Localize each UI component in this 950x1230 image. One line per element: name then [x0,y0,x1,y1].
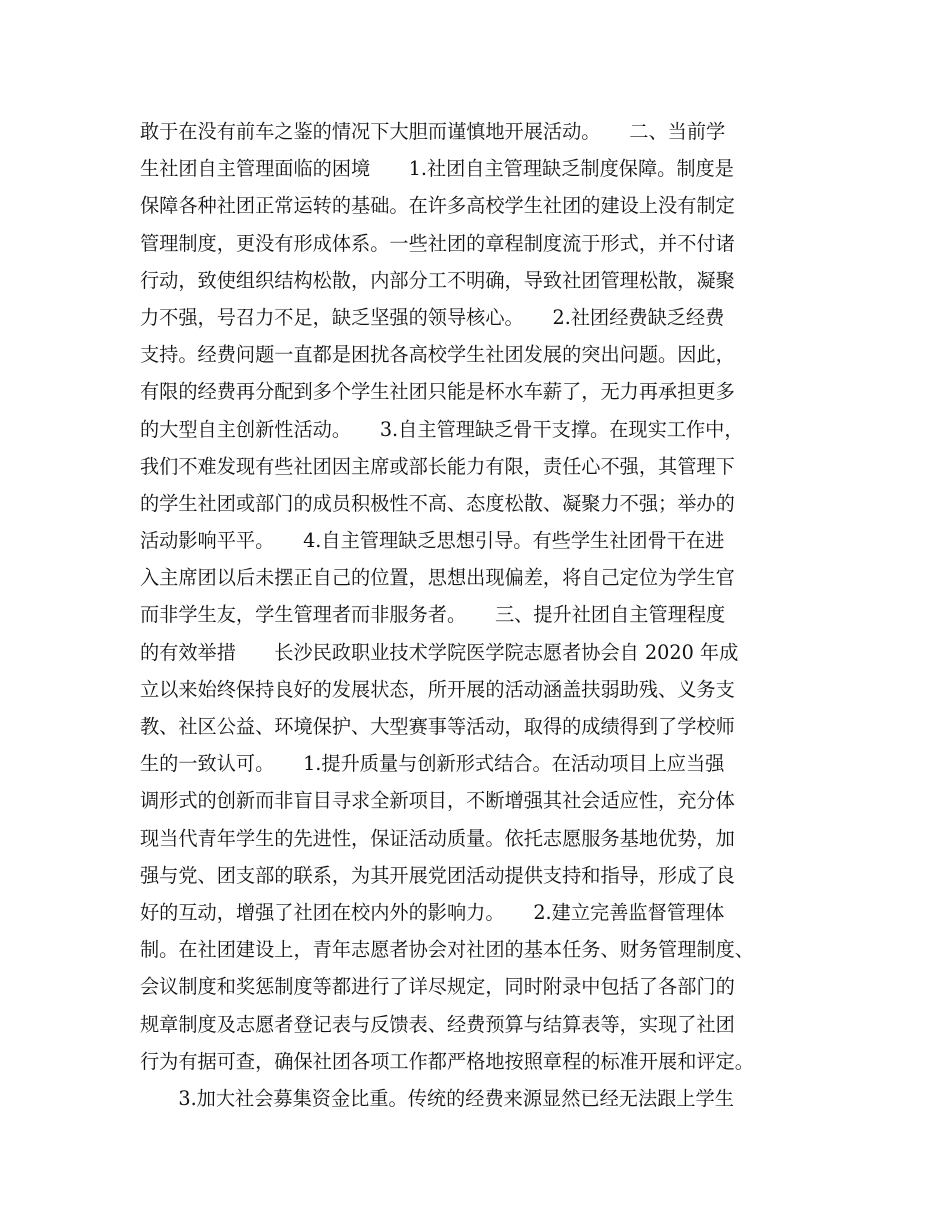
text-line: 行为有据可查，确保社团各项工作都严格地按照章程的标准开展和评定。 [140,1049,754,1073]
text-line: 力不强，号召力不足，缺乏坚强的领导核心。 2.社团经费缺乏经费 [140,305,725,329]
text-line: 现当代青年学生的先进性，保证活动质量。依托志愿服务基地优势，加 [140,826,735,850]
text-line: 3.加大社会募集资金比重。传统的经费来源显然已经无法跟上学生 [140,1086,734,1110]
text-line: 的学生社团或部门的成员积极性不高、态度松散、凝聚力不强；举办的 [140,491,735,515]
text-line: 有限的经费再分配到多个学生社团只能是杯水车薪了，无力再承担更多 [140,380,735,404]
text-line: 而非学生友，学生管理者而非服务者。 三、提升社团自主管理程度 [140,603,726,627]
text-line: 行动，致使组织结构松散，内部分工不明确，导致社团管理松散，凝聚 [140,268,735,292]
text-line: 保障各种社团正常运转的基础。在许多高校学生社团的建设上没有制定 [140,194,735,218]
text-line: 会议制度和奖惩制度等都进行了详尽规定，同时附录中包括了各部门的 [140,975,735,999]
body-text [140,113,830,1117]
text-line: 强与党、团支部的联系，为其开展党团活动提供支持和指导，形成了良 [140,863,735,887]
text-line: 生社团自主管理面临的困境 1.社团自主管理缺乏制度保障。制度是 [140,157,734,181]
text-line: 立以来始终保持良好的发展状态，所开展的活动涵盖扶弱助残、义务支 [140,677,735,701]
text-line: 的有效举措 长沙民政职业技术学院医学院志愿者协会自 2020 年成 [140,640,739,664]
text-line: 教、社区公益、环境保护、大型赛事等活动，取得的成绩得到了学校师 [140,715,735,738]
text-line: 制。在社团建设上，青年志愿者协会对社团的基本任务、财务管理制度、 [140,938,754,962]
text-line: 生的一致认可。 1.提升质量与创新形式结合。在活动项目上应当强 [140,752,725,776]
text-line: 敢于在没有前车之鉴的情况下大胆而谨慎地开展活动。 二、当前学 [140,120,726,143]
text-line: 规章制度及志愿者登记表与反馈表、经费预算与结算表等，实现了社团 [140,1012,735,1036]
text-line: 活动影响平平。 4.自主管理缺乏思想引导。有些学生社团骨干在进 [140,529,725,553]
text-line: 好的互动，增强了社团在校内外的影响力。 2.建立完善监督管理体 [140,900,725,924]
text-line: 的大型自主创新性活动。 3.自主管理缺乏骨干支撑。在现实工作中， [140,417,744,441]
text-line: 调形式的创新而非盲目寻求全新项目，不断增强其社会适应性，充分体 [140,789,735,813]
text-line: 入主席团以后未摆正自己的位置，思想出现偏差，将自己定位为学生官 [140,566,735,590]
text-line: 管理制度，更没有形成体系。一些社团的章程制度流于形式，并不付诸 [140,231,735,255]
text-line: 我们不难发现有些社团因主席或部长能力有限，责任心不强，其管理下 [140,454,735,478]
text-line: 支持。经费问题一直都是困扰各高校学生社团发展的突出问题。因此， [140,343,735,367]
